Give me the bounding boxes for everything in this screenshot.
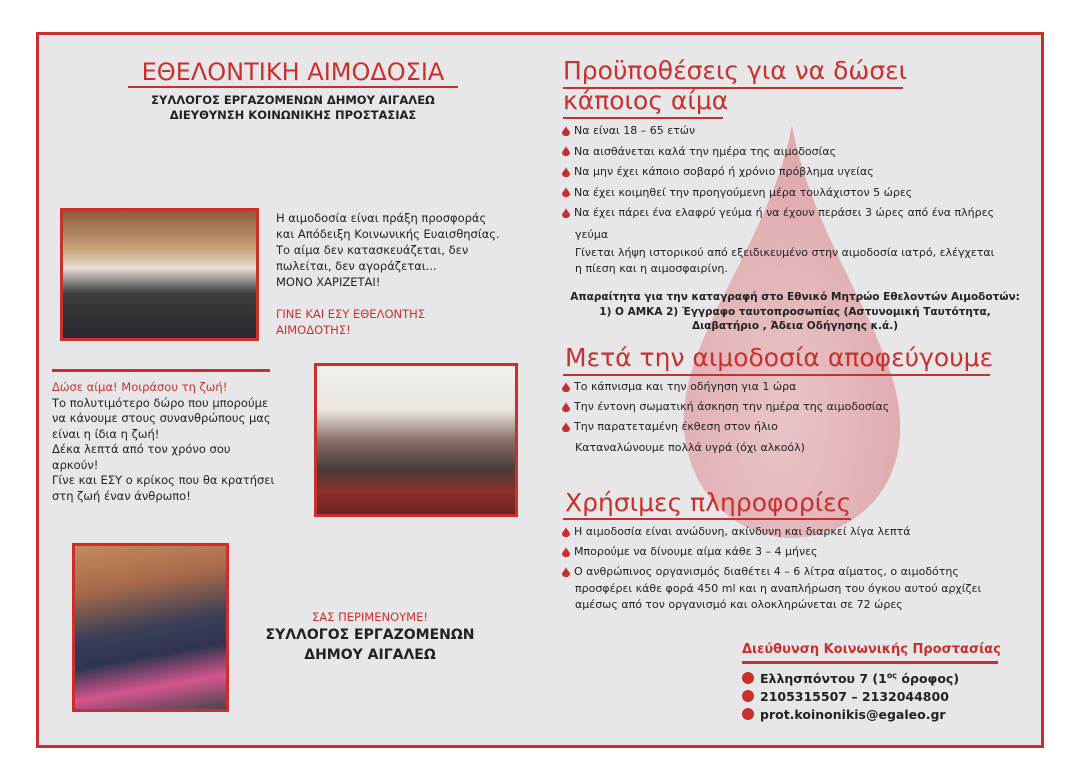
list-item-text: Το κάπνισμα και την οδήγηση για 1 ώρα [574, 380, 797, 393]
address-text: Ελλησπόντου 7 (1 [760, 671, 887, 687]
list-item [562, 165, 874, 178]
share-line: είναι η ίδια η ζωή! [52, 426, 160, 441]
list-item [562, 420, 778, 433]
blood-drop-icon [562, 167, 570, 177]
waiting-text: ΣΑΣ ΠΕΡΙΜΕΝΟΥΜΕ! [312, 610, 428, 624]
address-sup: ος [886, 671, 898, 680]
info-title: Χρήσιμες πληροφορίες [565, 488, 852, 517]
share-line: στη ζωή έναν άνθρωπο! [52, 488, 191, 503]
share-text [52, 380, 274, 504]
subtitle-line: ΣΥΛΛΟΓΟΣ ΕΡΓΑΖΟΜΕΝΩΝ ΔΗΜΟΥ ΑΙΓΑΛΕΩ [151, 93, 435, 107]
share-line: αρκούν! [52, 457, 99, 472]
list-item [562, 206, 994, 219]
list-item-text: Να έχει κοιμηθεί την προηγούμενη μέρα τουλάχιστον 5 ώρες [574, 185, 913, 199]
intro-line: Το αίμα δεν κατασκευάζεται, δεν [276, 243, 469, 257]
cta-line: ΓΙΝΕ ΚΑΙ ΕΣΥ ΕΘΕΛΟΝΤΗΣ [276, 307, 426, 321]
info-continuation [575, 581, 981, 612]
list-item [562, 186, 912, 199]
blood-drop-icon [562, 146, 570, 156]
org-name: ΔΗΜΟΥ ΑΙΓΑΛΕΩ [304, 647, 436, 663]
share-line: Γίνε και ΕΣΥ ο κρίκος που θα κρατήσει [52, 473, 275, 487]
email [742, 706, 959, 724]
list-item-text: Να είναι 18 – 65 ετών [574, 124, 696, 137]
phone-icon [742, 690, 754, 702]
cta-line: ΑΙΜΟΔΟΤΗΣ! [276, 323, 351, 337]
list-item-text: Ο ανθρώπινος οργανισμός διαθέτει 4 – 6 λίτρα αίματος, ο αιμοδότης [574, 565, 959, 578]
list-item-text: Να έχει πάρει ένα ελαφρύ γεύμα ή να έχουν περάσει 3 ώρες από ένα πλήρες [574, 206, 995, 219]
address [742, 667, 959, 688]
after-title: Μετά την αιμοδοσία αποφεύγουμε [565, 343, 994, 372]
requirements-title: κάποιος αίμα [563, 86, 729, 115]
after-note: Καταναλώνουμε πολλά υγρά (όχι αλκοόλ) [575, 441, 805, 454]
list-item [562, 525, 911, 538]
photo-donation-hall [72, 543, 229, 712]
blood-drop-icon [562, 402, 570, 412]
intro-line: και Απόδειξη Κοινωνικής Ευαισθησίας. [276, 227, 500, 241]
list-item-text: Την έντονη σωματική άσκηση την ημέρα της αιμοδοσίας [574, 400, 890, 413]
list-item-text: Να μην έχει κάποιο σοβαρό ή χρόνιο πρόβλημα υγείας [574, 165, 874, 178]
blood-drop-icon [562, 187, 570, 197]
share-line: να κάνουμε στους συνανθρώπους μας [52, 411, 271, 425]
list-item [562, 380, 796, 393]
share-title: Δώσε αίμα! Μοιράσου τη ζωή! [52, 380, 228, 394]
note-line: Γίνεται λήψη ιστορικού από εξειδικευμένο στην αιμοδοσία ιατρό, ελέγχεται [575, 246, 995, 259]
req-note [575, 245, 994, 277]
blood-drop-icon [562, 208, 570, 218]
info-line: προσφέρει κάθε φορά 450 ml και η αναπλήρωση του όγκου αυτού αρχίζει [575, 582, 982, 595]
note-line: η πίεση και η αιμοσφαιρίνη. [575, 262, 728, 275]
list-item [562, 565, 959, 578]
phone-link[interactable]: 2105315507 – 2132044800 [760, 689, 949, 705]
share-line: Το πολυτιμότερο δώρο που μπορούμε [52, 395, 269, 410]
blood-drop-icon [562, 527, 570, 537]
blood-drop-icon [562, 126, 570, 136]
info-line: αμέσως από τον οργανισμό και ολοκληρώνεται σε 72 ώρες [575, 597, 903, 611]
required-documents [560, 290, 1030, 334]
docs-line: Απαραίτητα για την καταγραφή στο Εθνικό Μητρώο Εθελοντών Αιμοδοτών: [570, 291, 1020, 303]
email-link[interactable]: prot.koinonikis@egaleo.gr [760, 707, 946, 723]
blood-drop-icon [562, 422, 570, 432]
photo-team [314, 363, 518, 517]
list-item [562, 145, 836, 158]
email-icon [742, 708, 754, 720]
photo-donors [60, 208, 259, 341]
main-title: ΕΘΕΛΟΝΤΙΚΗ ΑΙΜΟΔΟΣΙΑ [141, 58, 445, 86]
subtitle-line: ΔΙΕΥΘΥΝΣΗ ΚΟΙΝΩΝΙΚΗΣ ΠΡΟΣΤΑΣΙΑΣ [169, 108, 417, 122]
docs-line: 1) Ο ΑΜΚΑ 2) Έγγραφο ταυτοπροσωπίας (Αστυνομική Ταυτότητα, [599, 305, 991, 318]
org-name: ΣΥΛΛΟΓΟΣ ΕΡΓΑΖΟΜΕΝΩΝ [265, 627, 475, 643]
intro-line: ΜΟΝΟ ΧΑΡΙΖΕΤΑΙ! [276, 275, 381, 289]
list-item-text: Μπορούμε να δίνουμε αίμα κάθε 3 – 4 μήνες [574, 545, 818, 558]
docs-line: Διαβατήριο , Άδεια Οδήγησης κ.ά.) [691, 320, 899, 332]
contact-info [742, 667, 959, 724]
list-item [562, 545, 818, 558]
intro-line: Η αιμοδοσία είναι πράξη προσφοράς [276, 211, 487, 225]
closing [240, 609, 500, 665]
blood-drop-icon [562, 567, 570, 577]
intro-line: πωλείται, δεν αγοράζεται... [276, 259, 437, 273]
blood-drop-icon [562, 547, 570, 557]
requirements-title: Προϋποθέσεις για να δώσει [563, 56, 908, 85]
list-item [562, 400, 889, 413]
blood-drop-icon [562, 382, 570, 392]
list-item-text: Η αιμοδοσία είναι ανώδυνη, ακίνδυνη και διαρκεί λίγα λεπτά [574, 525, 911, 538]
list-item [562, 124, 695, 137]
address-text-end: όροφος) [897, 671, 960, 687]
list-item-text: Να αισθάνεται καλά την ημέρα της αιμοδοσίας [574, 144, 837, 158]
subtitle [100, 93, 486, 123]
location-pin-icon [742, 672, 754, 684]
share-line: Δέκα λεπτά από τον χρόνο σου [52, 442, 231, 456]
req-continuation: γεύμα [575, 228, 609, 241]
intro-text [276, 210, 500, 338]
list-item-text: Την παρατεταμένη έκθεση στον ήλιο [574, 420, 778, 433]
phone [742, 688, 959, 706]
contact-title: Διεύθυνση Κοινωνικής Προστασίας [742, 642, 1001, 657]
